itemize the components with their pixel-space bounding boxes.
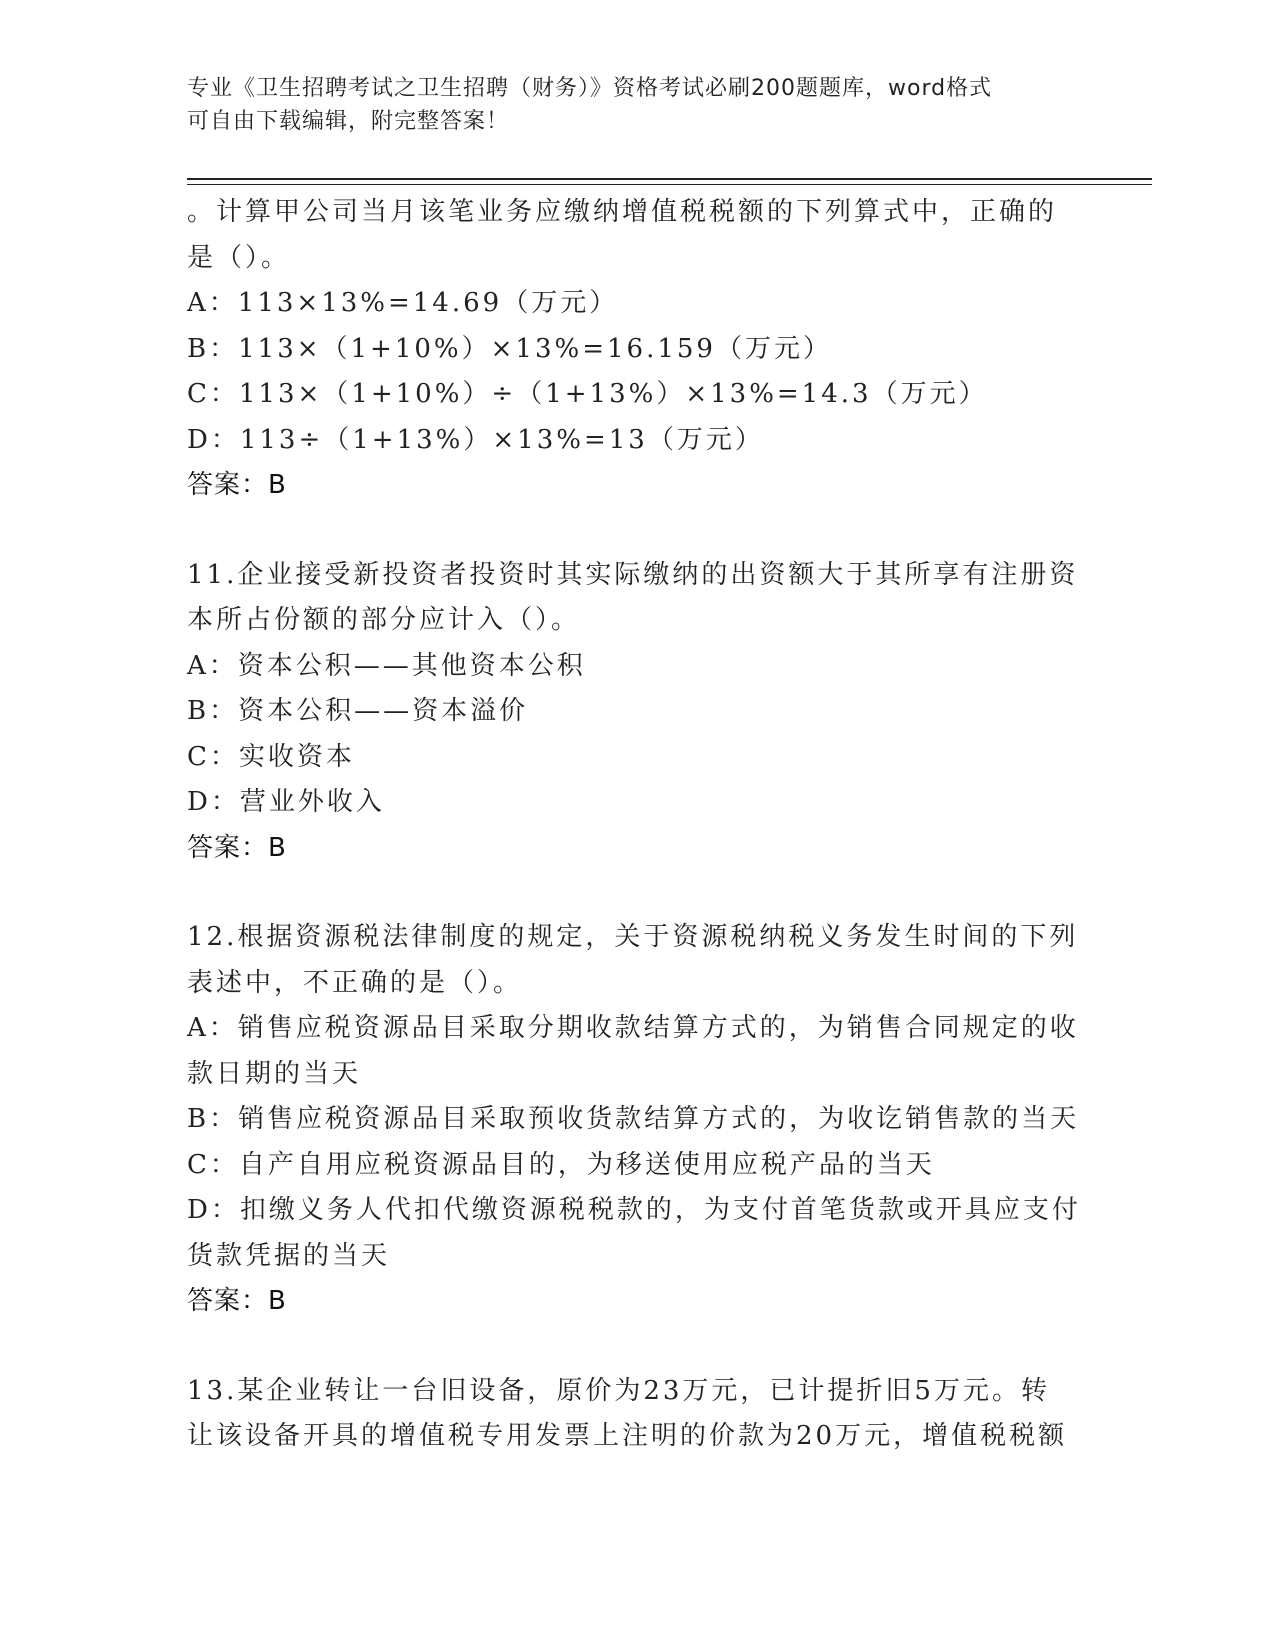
option-d: D：113÷（1+13%）×13%=13（万元）	[187, 424, 764, 455]
spacer	[187, 871, 1087, 915]
answer-line: 答案：B	[187, 832, 287, 863]
question-stem-line: 12.根据资源税法律制度的规定，关于资源税纳税义务发生时间的下列	[187, 922, 1079, 952]
header-rule-thin	[187, 184, 1152, 185]
question-12	[187, 915, 1087, 1325]
question-stem-line: 让该设备开具的增值税专用发票上注明的价款为20万元，增值税税额	[187, 1421, 1068, 1451]
option-a: A：销售应税资源品目采取分期收款结算方式的，为销售合同规定的收	[187, 1013, 1079, 1043]
header-rule-thick	[187, 178, 1152, 180]
question-stem-line: 。计算甲公司当月该笔业务应缴纳增值税税额的下列算式中，正确的	[187, 197, 1058, 227]
option-a: A：资本公积——其他资本公积	[187, 650, 586, 681]
option-d-continued: 货款凭据的当天	[187, 1240, 391, 1271]
option-b: B：资本公积——资本溢价	[187, 696, 529, 726]
question-13	[187, 1369, 1087, 1460]
question-10	[187, 190, 1087, 509]
question-stem-line: 11.企业接受新投资者投资时其实际缴纳的出资额大于其所享有注册资	[187, 559, 1079, 590]
option-c: C：实收资本	[187, 741, 355, 772]
header-line-2: 可自由下载编辑，附完整答案！	[187, 109, 510, 134]
option-b: B：销售应税资源品目采取预收货款结算方式的，为收讫销售款的当天	[187, 1104, 1080, 1134]
answer-line: 答案：B	[187, 470, 287, 500]
question-stem-line: 表述中，不正确的是（）。	[187, 967, 523, 998]
spacer	[187, 1325, 1087, 1369]
question-content	[187, 190, 1087, 1460]
option-b: B：113×（1+10%）×13%=16.159（万元）	[187, 333, 832, 364]
option-a-continued: 款日期的当天	[187, 1058, 362, 1089]
document-header	[187, 72, 1087, 138]
option-a: A：113×13%=14.69（万元）	[187, 288, 619, 318]
spacer	[187, 509, 1087, 553]
question-stem-line: 13.某企业转让一台旧设备，原价为23万元，已计提折旧5万元。转	[187, 1375, 1050, 1406]
option-c: C：113×（1+10%）÷（1+13%）×13%=14.3（万元）	[187, 379, 988, 409]
question-stem-line: 本所占份额的部分应计入（）。	[187, 605, 581, 635]
question-stem-line: 是（）。	[187, 242, 291, 273]
option-c: C：自产自用应税资源品目的，为移送使用应税产品的当天	[187, 1149, 935, 1180]
option-d: D：营业外收入	[187, 787, 385, 817]
option-d: D：扣缴义务人代扣代缴资源税税款的，为支付首笔货款或开具应支付	[187, 1195, 1081, 1225]
answer-line: 答案：B	[187, 1286, 287, 1316]
question-11	[187, 553, 1087, 872]
header-line-1: 专业《卫生招聘考试之卫生招聘（财务）》资格考试必刷200题题库，word格式	[187, 76, 993, 101]
